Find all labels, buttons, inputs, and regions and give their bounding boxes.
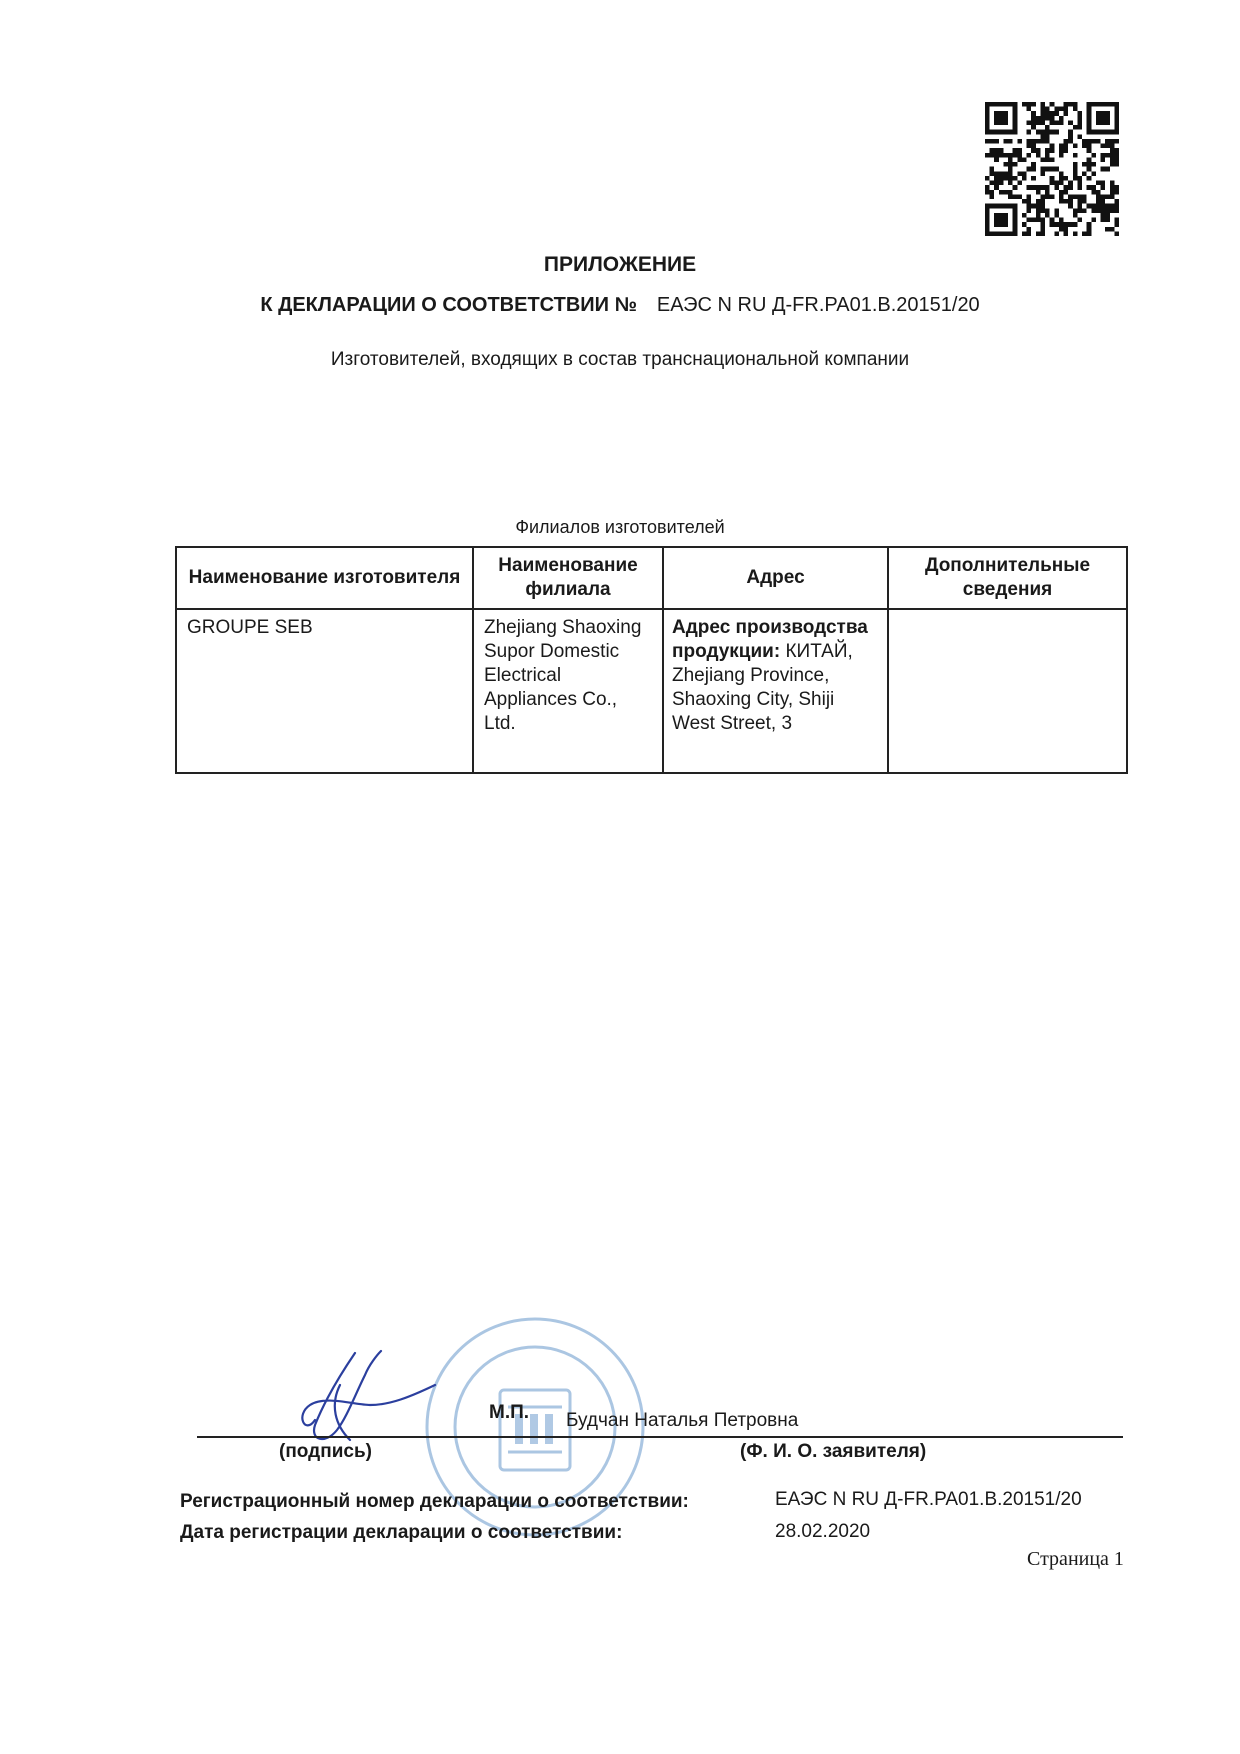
cell-additional [888,609,1127,773]
branches-table [175,546,1128,774]
document-title: ПРИЛОЖЕНИЕ [543,253,697,276]
address-value: КИТАЙ, Zhejiang Province, Shaoxing City, Shiji West Street, 3 [672,641,853,734]
cell-manufacturer: GROUPE SEB [176,609,473,773]
declaration-label: К ДЕКЛАРАЦИИ О СООТВЕТСТВИИ № [260,294,637,316]
declaration-number: ЕАЭС N RU Д-FR.PA01.B.20151/20 [656,294,980,316]
header-address: Адрес [663,547,888,609]
page-number: Страница 1 [1027,1548,1124,1570]
registration-date-label: Дата регистрации декларации о соответствии: [180,1522,623,1543]
header-manufacturer: Наименование изготовителя [176,547,473,609]
document-subtitle: Изготовителей, входящих в состав транснациональной компании [330,349,910,370]
header-branch: Наименование филиала [473,547,663,609]
registration-number-label: Регистрационный номер декларации о соответствии: [180,1491,689,1512]
applicant-caption: (Ф. И. О. заявителя) [740,1441,927,1462]
applicant-name: Будчан Наталья Петровна [566,1410,799,1431]
handwritten-signature [285,1345,445,1455]
declaration-line [0,294,1240,317]
signature-line [197,1436,1123,1438]
table-header-row [176,547,1127,609]
cell-address [663,609,888,773]
cell-branch: Zhejiang Shaoxing Supor Domestic Electrical Appliances Co., Ltd. [473,609,663,773]
registration-number-value: ЕАЭС N RU Д-FR.PA01.B.20151/20 [775,1489,1082,1510]
table-caption: Филиалов изготовителей [515,517,725,537]
header-additional: Дополнительные сведения [888,547,1127,609]
address-label: Адрес производства продукции: [672,617,868,662]
qr-code-icon [985,102,1119,236]
stamp-label: М.П. [489,1402,530,1423]
signature-caption: (подпись) [279,1441,372,1462]
registration-date-value: 28.02.2020 [775,1521,871,1542]
table-row [176,609,1127,773]
